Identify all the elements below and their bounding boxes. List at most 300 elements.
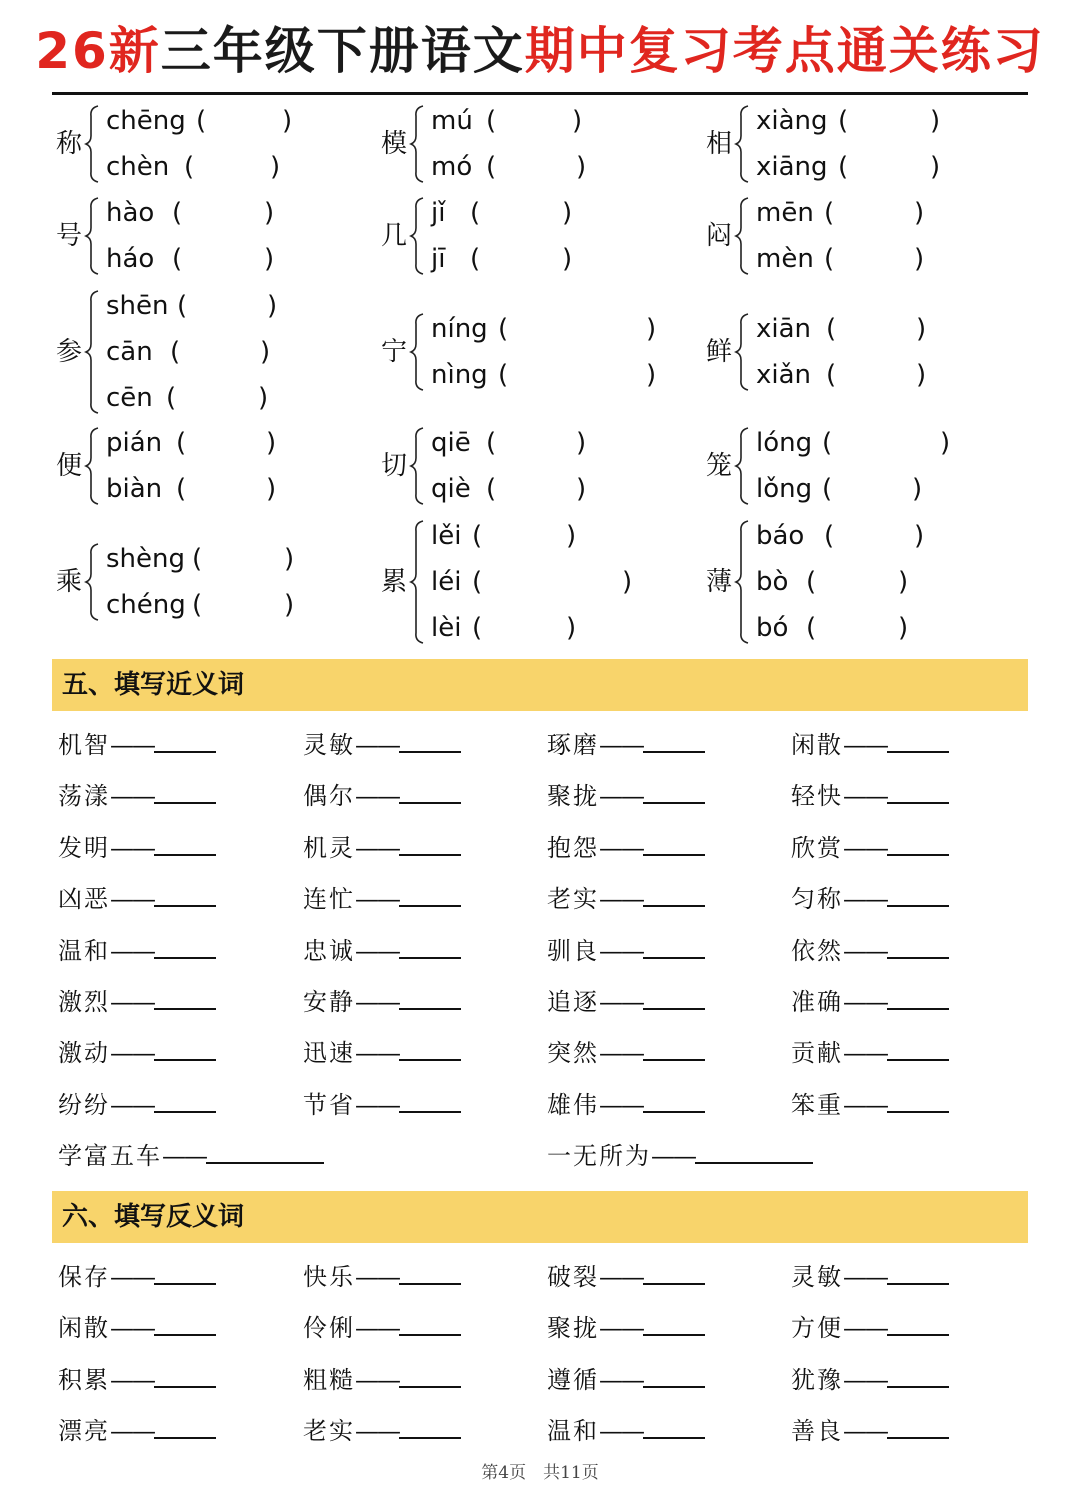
pinyin: háo <box>106 244 155 274</box>
word-text: 老实 <box>303 1417 355 1446</box>
answer-blank[interactable] <box>695 1136 813 1164</box>
dash: —— <box>162 1142 206 1170</box>
brace-icon <box>734 310 752 394</box>
answer-paren-close: ) <box>562 198 573 228</box>
answer-blank[interactable] <box>154 1360 216 1388</box>
page-title <box>0 18 1080 84</box>
answer-blank[interactable] <box>643 879 705 907</box>
pinyin: mèn <box>756 244 814 274</box>
word-text: 聚拢 <box>547 782 599 811</box>
answer-blank[interactable] <box>887 982 949 1010</box>
dash: —— <box>355 1314 399 1343</box>
polyphone-char: 薄 <box>706 567 733 597</box>
reading-row <box>431 306 691 352</box>
word-text: 闲散 <box>58 1314 110 1343</box>
answer-paren-close: ) <box>916 360 927 390</box>
answer-paren-close: ) <box>266 474 277 504</box>
answer-blank[interactable] <box>887 1308 949 1336</box>
pinyin: cān <box>106 337 153 367</box>
answer-blank[interactable] <box>154 879 216 907</box>
answer-blank[interactable] <box>643 1308 705 1336</box>
word-text: 善良 <box>791 1417 843 1446</box>
dash: —— <box>599 782 643 811</box>
brace-icon <box>84 194 102 278</box>
answer-blank[interactable] <box>643 1360 705 1388</box>
brace-icon <box>84 102 102 186</box>
answer-paren-close: ) <box>566 521 577 551</box>
answer-blank[interactable] <box>399 1308 461 1336</box>
word-item <box>791 982 949 1022</box>
word-text: 荡漾 <box>58 782 110 811</box>
answer-paren-close: ) <box>622 567 633 597</box>
polyphone-group <box>706 513 1006 651</box>
pinyin: xiàng <box>756 106 828 136</box>
word-text: 发明 <box>58 833 110 862</box>
answer-paren-close: ) <box>562 244 573 274</box>
brace-icon <box>409 424 427 508</box>
answer-blank[interactable] <box>887 828 949 856</box>
word-item <box>547 1257 705 1297</box>
word-text: 快乐 <box>303 1263 355 1291</box>
polyphone-char: 模 <box>381 129 408 159</box>
answer-blank[interactable] <box>643 982 705 1010</box>
pinyin: cēn <box>106 383 153 413</box>
word-text: 灵敏 <box>303 731 355 759</box>
answer-blank[interactable] <box>399 725 461 753</box>
dash: —— <box>843 1314 887 1343</box>
answer-paren-close: ) <box>646 314 657 344</box>
word-text: 节省 <box>303 1090 355 1119</box>
pinyin: níng <box>431 314 488 344</box>
section-5-heading: 五、填写近义词 <box>62 670 245 700</box>
pinyin: chēng <box>106 106 186 136</box>
word-text: 犹豫 <box>791 1365 843 1394</box>
polyphone-char: 称 <box>56 129 83 159</box>
answer-blank[interactable] <box>399 1411 461 1439</box>
pinyin: xiǎn <box>756 360 812 390</box>
answer-blank[interactable] <box>887 725 949 753</box>
reading-row <box>431 513 691 559</box>
answer-blank[interactable] <box>154 1033 216 1061</box>
dash: —— <box>599 833 643 862</box>
word-item <box>547 1085 705 1125</box>
idiom-text: 学富五车 <box>58 1142 162 1170</box>
reading-row <box>431 605 691 651</box>
word-text: 抱怨 <box>547 833 599 862</box>
answer-paren-open[interactable]: ( <box>824 198 835 228</box>
word-item <box>791 879 949 919</box>
answer-paren-open[interactable]: ( <box>822 428 833 458</box>
answer-paren-open[interactable]: ( <box>170 337 181 367</box>
word-text: 粗糙 <box>303 1365 355 1394</box>
answer-paren-close: ) <box>266 428 277 458</box>
answer-paren-open[interactable]: ( <box>470 198 481 228</box>
reading-row <box>431 190 691 236</box>
answer-blank[interactable] <box>154 1308 216 1336</box>
pinyin: shēn <box>106 291 169 321</box>
answer-paren-open[interactable]: ( <box>472 521 483 551</box>
dash: —— <box>599 731 643 759</box>
polyphone-char: 鲜 <box>706 337 733 367</box>
word-item <box>303 982 461 1022</box>
word-text: 温和 <box>58 936 110 965</box>
answer-paren-open[interactable]: ( <box>806 613 817 643</box>
pinyin: bó <box>756 613 789 643</box>
dash: —— <box>843 731 887 759</box>
word-item <box>547 828 705 868</box>
answer-paren-open[interactable]: ( <box>486 152 497 182</box>
answer-paren-open[interactable]: ( <box>838 152 849 182</box>
word-text: 保存 <box>58 1263 110 1291</box>
polyphone-char: 宁 <box>381 337 408 367</box>
word-item <box>303 1308 461 1348</box>
answer-blank[interactable] <box>887 1360 949 1388</box>
dash: —— <box>355 1417 399 1446</box>
answer-blank[interactable] <box>399 1257 461 1285</box>
answer-paren-open[interactable]: ( <box>498 314 509 344</box>
dash: —— <box>110 731 154 759</box>
polyphone-group <box>56 513 356 651</box>
reading-row <box>756 513 1016 559</box>
word-item <box>547 931 705 971</box>
dash: —— <box>843 936 887 965</box>
answer-blank[interactable] <box>643 828 705 856</box>
dash: —— <box>355 1090 399 1119</box>
word-item <box>791 1085 949 1125</box>
word-text: 机灵 <box>303 833 355 862</box>
answer-blank[interactable] <box>399 1033 461 1061</box>
word-item <box>547 982 705 1022</box>
reading-row <box>431 144 691 190</box>
dash: —— <box>355 1365 399 1394</box>
title-divider <box>52 92 1028 95</box>
word-item <box>58 1308 216 1348</box>
section-6-banner <box>52 1191 1028 1243</box>
reading-row <box>756 352 1016 398</box>
answer-blank[interactable] <box>643 725 705 753</box>
answer-blank[interactable] <box>887 1411 949 1439</box>
word-item <box>547 1308 705 1348</box>
answer-paren-open[interactable]: ( <box>172 244 183 274</box>
answer-paren-close: ) <box>930 152 941 182</box>
answer-paren-open[interactable]: ( <box>472 567 483 597</box>
word-text: 方便 <box>791 1314 843 1343</box>
answer-blank[interactable] <box>887 1257 949 1285</box>
word-item <box>58 1257 216 1297</box>
answer-paren-close: ) <box>264 244 275 274</box>
pinyin: xiāng <box>756 152 828 182</box>
polyphone-char: 参 <box>56 337 83 367</box>
reading-row <box>106 375 366 421</box>
word-text: 温和 <box>547 1417 599 1446</box>
answer-blank[interactable] <box>887 1033 949 1061</box>
reading-row <box>106 536 366 582</box>
word-text: 准确 <box>791 988 843 1016</box>
answer-paren-close: ) <box>264 198 275 228</box>
polyphone-group <box>381 513 681 651</box>
answer-blank[interactable] <box>887 776 949 804</box>
polyphone-group <box>56 283 356 421</box>
word-text: 偶尔 <box>303 782 355 811</box>
idiom-text: 一无所为 <box>547 1142 651 1170</box>
dash: —— <box>843 988 887 1016</box>
polyphone-char: 便 <box>56 451 83 481</box>
reading-row <box>756 236 1016 282</box>
word-item <box>303 828 461 868</box>
reading-row <box>106 582 366 628</box>
answer-paren-open[interactable]: ( <box>176 474 187 504</box>
word-item <box>547 1411 705 1451</box>
answer-paren-open[interactable]: ( <box>486 106 497 136</box>
word-text: 依然 <box>791 936 843 965</box>
pinyin: chèn <box>106 152 170 182</box>
answer-paren-open[interactable]: ( <box>806 567 817 597</box>
answer-paren-open[interactable]: ( <box>486 474 497 504</box>
word-text: 漂亮 <box>58 1417 110 1446</box>
page-footer: 第4页 共11页 <box>481 1463 599 1483</box>
answer-paren-open[interactable]: ( <box>472 613 483 643</box>
answer-blank[interactable] <box>154 828 216 856</box>
polyphone-char: 切 <box>381 451 408 481</box>
dash: —— <box>355 833 399 862</box>
brace-icon <box>409 310 427 394</box>
answer-blank[interactable] <box>643 931 705 959</box>
answer-blank[interactable] <box>399 776 461 804</box>
answer-paren-open[interactable]: ( <box>166 383 177 413</box>
reading-row <box>106 420 366 466</box>
brace-icon <box>84 287 102 417</box>
dash: —— <box>110 936 154 965</box>
answer-blank[interactable] <box>154 931 216 959</box>
word-item <box>58 776 216 816</box>
reading-row <box>756 559 1016 605</box>
dash: —— <box>110 885 154 914</box>
answer-blank[interactable] <box>399 982 461 1010</box>
answer-paren-open[interactable]: ( <box>192 544 203 574</box>
dash: —— <box>843 885 887 914</box>
answer-blank[interactable] <box>206 1136 324 1164</box>
answer-paren-close: ) <box>898 613 909 643</box>
reading-row <box>756 144 1016 190</box>
word-text: 机智 <box>58 731 110 759</box>
dash: —— <box>110 988 154 1016</box>
word-text: 凶恶 <box>58 885 110 914</box>
reading-row <box>106 283 366 329</box>
word-text: 聚拢 <box>547 1314 599 1343</box>
answer-paren-open[interactable]: ( <box>826 360 837 390</box>
answer-paren-open[interactable]: ( <box>486 428 497 458</box>
title-part-2: 三年级下册语文 <box>160 22 525 80</box>
polyphone-char: 号 <box>56 221 83 251</box>
answer-paren-close: ) <box>646 360 657 390</box>
answer-paren-open[interactable]: ( <box>838 106 849 136</box>
dash: —— <box>355 731 399 759</box>
word-text: 灵敏 <box>791 1263 843 1291</box>
dash: —— <box>599 1314 643 1343</box>
answer-paren-open[interactable]: ( <box>470 244 481 274</box>
answer-paren-open[interactable]: ( <box>826 314 837 344</box>
pinyin: chéng <box>106 590 186 620</box>
dash: —— <box>110 1090 154 1119</box>
answer-paren-open[interactable]: ( <box>824 521 835 551</box>
polyphone-group <box>56 420 356 512</box>
brace-icon <box>734 517 752 647</box>
word-item <box>791 1033 949 1073</box>
word-item <box>791 725 949 765</box>
brace-icon <box>734 102 752 186</box>
answer-paren-open[interactable]: ( <box>172 198 183 228</box>
answer-paren-open[interactable]: ( <box>192 590 203 620</box>
answer-paren-close: ) <box>898 567 909 597</box>
polyphone-group <box>706 420 1006 512</box>
answer-blank[interactable] <box>154 1085 216 1113</box>
answer-paren-open[interactable]: ( <box>177 291 188 321</box>
answer-paren-open[interactable]: ( <box>824 244 835 274</box>
brace-icon <box>409 517 427 647</box>
answer-paren-open[interactable]: ( <box>822 474 833 504</box>
pinyin: léi <box>431 567 462 597</box>
dash: —— <box>843 1263 887 1291</box>
pinyin: qiē <box>431 428 471 458</box>
answer-paren-open[interactable]: ( <box>498 360 509 390</box>
polyphone-group <box>706 283 1006 421</box>
answer-paren-open[interactable]: ( <box>176 428 187 458</box>
pinyin: hào <box>106 198 155 228</box>
dash: —— <box>843 1365 887 1394</box>
answer-blank[interactable] <box>154 1411 216 1439</box>
pinyin: shèng <box>106 544 186 574</box>
answer-blank[interactable] <box>887 931 949 959</box>
section-5-banner <box>52 659 1028 711</box>
answer-paren-close: ) <box>260 337 271 367</box>
dash: —— <box>110 1039 154 1068</box>
dash: —— <box>843 1417 887 1446</box>
pinyin: pián <box>106 428 163 458</box>
word-text: 激烈 <box>58 988 110 1016</box>
word-text: 安静 <box>303 988 355 1016</box>
answer-blank[interactable] <box>643 1411 705 1439</box>
answer-blank[interactable] <box>887 879 949 907</box>
pinyin: lóng <box>756 428 813 458</box>
word-item <box>58 982 216 1022</box>
word-text: 贡献 <box>791 1039 843 1068</box>
answer-blank[interactable] <box>887 1085 949 1113</box>
polyphone-group <box>706 98 1006 190</box>
answer-paren-open[interactable]: ( <box>196 106 207 136</box>
pinyin: jī <box>431 244 446 274</box>
pinyin: bò <box>756 567 789 597</box>
word-item <box>58 1360 216 1400</box>
word-item <box>303 931 461 971</box>
pinyin: lěi <box>431 521 462 551</box>
answer-paren-close: ) <box>576 152 587 182</box>
word-item <box>303 1257 461 1297</box>
dash: —— <box>110 782 154 811</box>
answer-blank[interactable] <box>399 828 461 856</box>
answer-blank[interactable] <box>399 879 461 907</box>
word-text: 雄伟 <box>547 1090 599 1119</box>
word-item <box>58 1033 216 1073</box>
word-item <box>303 879 461 919</box>
pinyin: biàn <box>106 474 163 504</box>
brace-icon <box>84 424 102 508</box>
answer-blank[interactable] <box>399 931 461 959</box>
dash: —— <box>110 1365 154 1394</box>
answer-paren-close: ) <box>282 106 293 136</box>
dash: —— <box>599 1090 643 1119</box>
word-item <box>547 1360 705 1400</box>
polyphone-group <box>381 283 681 421</box>
answer-paren-close: ) <box>916 314 927 344</box>
reading-row <box>431 559 691 605</box>
pinyin: jǐ <box>431 198 446 228</box>
answer-blank[interactable] <box>643 1033 705 1061</box>
word-item <box>791 931 949 971</box>
answer-blank[interactable] <box>399 1360 461 1388</box>
answer-blank[interactable] <box>643 776 705 804</box>
polyphone-group <box>381 420 681 512</box>
dash: —— <box>843 782 887 811</box>
word-text: 欣赏 <box>791 833 843 862</box>
word-item <box>547 879 705 919</box>
word-text: 遵循 <box>547 1365 599 1394</box>
answer-blank[interactable] <box>643 1257 705 1285</box>
answer-blank[interactable] <box>154 1257 216 1285</box>
pinyin: lǒng <box>756 474 813 504</box>
word-item <box>58 931 216 971</box>
reading-row <box>106 98 366 144</box>
dash: —— <box>599 885 643 914</box>
word-text: 积累 <box>58 1365 110 1394</box>
section-6-heading: 六、填写反义词 <box>62 1202 245 1232</box>
dash: —— <box>355 885 399 914</box>
answer-paren-open[interactable]: ( <box>184 152 195 182</box>
answer-blank[interactable] <box>154 982 216 1010</box>
polyphone-group <box>706 190 1006 282</box>
answer-blank[interactable] <box>154 725 216 753</box>
dash: —— <box>110 1314 154 1343</box>
dash: —— <box>843 1090 887 1119</box>
reading-row <box>431 420 691 466</box>
answer-paren-close: ) <box>284 544 295 574</box>
dash: —— <box>843 1039 887 1068</box>
pinyin: mó <box>431 152 473 182</box>
idiom-item <box>547 1136 813 1176</box>
answer-paren-close: ) <box>270 152 281 182</box>
polyphone-char: 笼 <box>706 451 733 481</box>
word-item <box>58 828 216 868</box>
word-item <box>303 1085 461 1125</box>
reading-row <box>756 605 1016 651</box>
dash: —— <box>599 988 643 1016</box>
dash: —— <box>355 988 399 1016</box>
answer-paren-close: ) <box>930 106 941 136</box>
polyphone-group <box>381 98 681 190</box>
answer-blank[interactable] <box>643 1085 705 1113</box>
dash: —— <box>651 1142 695 1170</box>
polyphone-char: 几 <box>381 221 408 251</box>
word-item <box>303 1033 461 1073</box>
word-item <box>303 725 461 765</box>
polyphone-char: 累 <box>381 567 408 597</box>
reading-row <box>431 352 691 398</box>
answer-blank[interactable] <box>399 1085 461 1113</box>
answer-blank[interactable] <box>154 776 216 804</box>
word-item <box>791 1257 949 1297</box>
reading-row <box>756 98 1016 144</box>
word-item <box>791 828 949 868</box>
pinyin: mēn <box>756 198 814 228</box>
